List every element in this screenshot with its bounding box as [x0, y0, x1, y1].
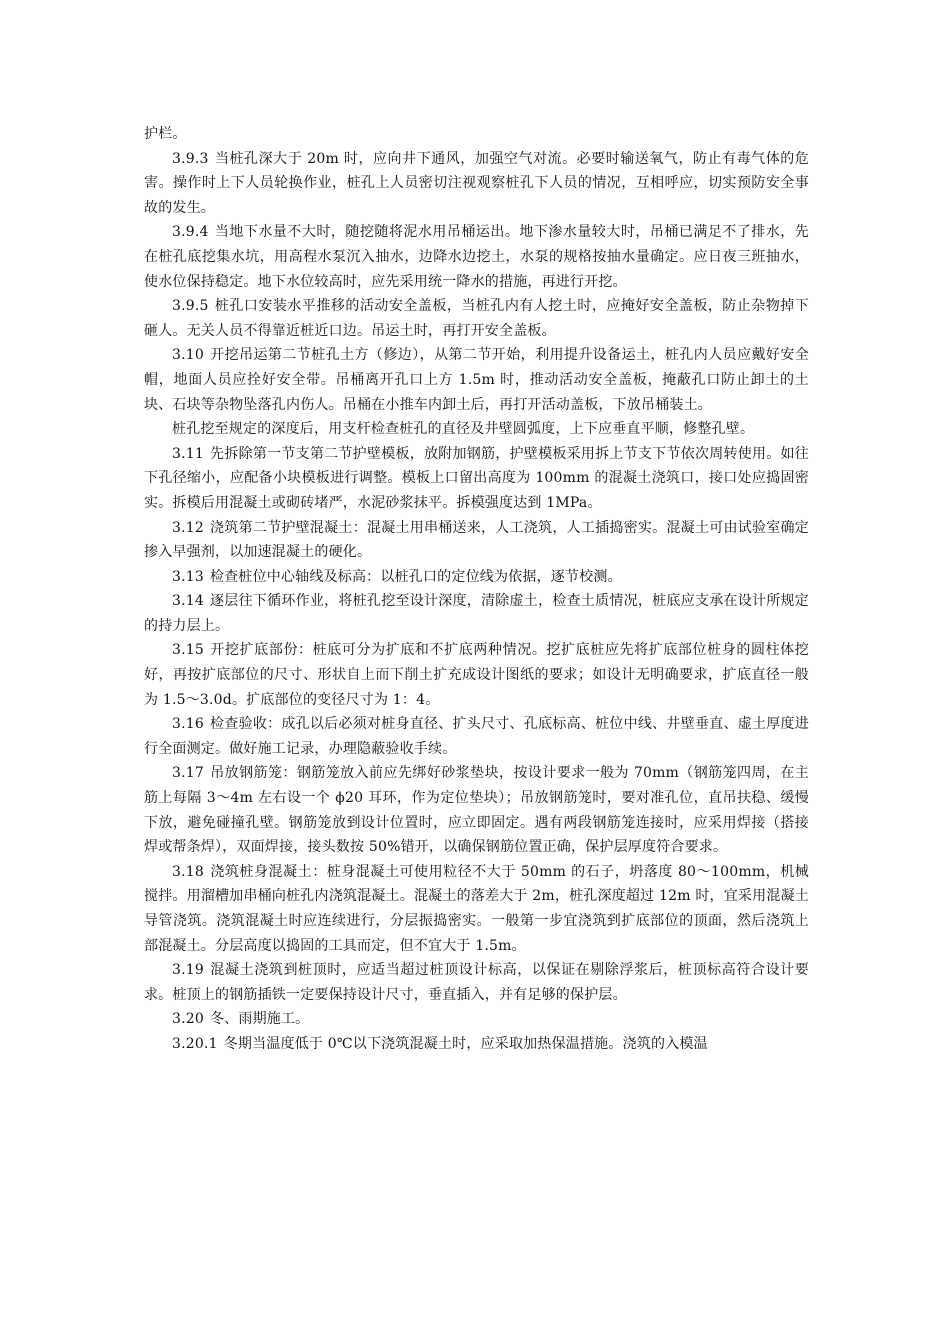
paragraph-3-13: [144, 565, 809, 590]
section-number: 3.19: [172, 962, 204, 979]
paragraph-3-17: [144, 761, 809, 859]
paragraph-text: 逐层往下循环作业，将桩孔挖至设计深度，清除虚土，检查土质情况，桩底应支承在设计所规定的持力层上。: [144, 593, 809, 634]
paragraph-text: 浇筑桩身混凝土：桩身混凝土可使用粒径不大于 50mm 的石子，坍落度 80～100mm，机械搅拌。用溜槽加串桶向桩孔内浇筑混凝土。混凝土的落差大于 2m，桩孔深度超过 12m 时，宜采用混凝土导管浇筑。浇筑混凝土时应连续进行，分层振捣密实。一般第一步宜浇筑到扩底部位的顶面，然后浇筑上部混凝土。分层高度以捣固的工具而定，但不宜大于 1.5m。: [144, 863, 809, 954]
paragraph-3-10: [144, 343, 809, 417]
paragraph-text: 护栏。: [144, 126, 187, 142]
paragraph-3-12: [144, 516, 809, 565]
paragraph-text: 当桩孔深大于 20m 时，应向井下通风，加强空气对流。必要时输送氧气，防止有毒气体的危害。操作时上下人员轮换作业，桩孔上人员密切注视观察桩孔下人员的情况，互相呼应，切实预防安全事故的发生。: [144, 150, 809, 216]
paragraph-3-9-3: [144, 147, 809, 221]
paragraph-text: 开挖吊运第二节桩孔土方（修边），从第二节开始，利用提升设备运土，桩孔内人员应戴好安全帽，地面人员应拴好安全带。吊桶离开孔口上方 1.5m 时，推动活动安全盖板，掩蔽孔口防止卸土的土块、石块等杂物坠落孔内伤人。吊桶在小推车内卸土后，再打开活动盖板，下放吊桶装土。: [144, 347, 809, 413]
section-number: 3.10: [172, 347, 204, 364]
paragraph-text: 开挖扩底部份：桩底可分为扩底和不扩底两种情况。挖扩底桩应先将扩底部位桩身的圆柱体挖好，再按扩底部位的尺寸、形状自上而下削土扩充成设计图纸的要求；如设计无明确要求，扩底直径一般为 1.5～3.0d。扩底部位的变径尺寸为 1：4。: [144, 642, 809, 708]
paragraph-text: 冬、雨期施工。: [209, 1011, 310, 1028]
section-number: 3.14: [172, 593, 204, 610]
paragraph-text: 桩孔口安装水平推移的活动安全盖板，当桩孔内有人挖土时，应掩好安全盖板，防止杂物掉下砸人。无关人员不得靠近桩近口边。吊运土时，再打开安全盖板。: [144, 298, 809, 339]
paragraph-3-18: [144, 860, 809, 958]
section-number: 3.9.5: [172, 298, 209, 315]
section-number: 3.20.1: [172, 1035, 218, 1052]
paragraph-3-11: [144, 442, 809, 516]
paragraph-text: 冬期当温度低于 0℃以下浇筑混凝土时，应采取加热保温措施。浇筑的入模温: [223, 1035, 708, 1052]
section-number: 3.20: [172, 1011, 204, 1028]
paragraph-3-9-5: [144, 294, 809, 343]
document-body: [144, 122, 809, 1057]
paragraph-3-15: [144, 638, 809, 712]
section-number: 3.12: [172, 519, 204, 536]
paragraph-3-20: [144, 1007, 809, 1032]
paragraph-text: 浇筑第二节护壁混凝土：混凝土用串桶送来，人工浇筑，人工插捣密实。混凝土可由试验室确定掺入早强剂，以加速混凝土的硬化。: [144, 519, 809, 561]
paragraph-text: 当地下水量不大时，随挖随将泥水用吊桶运出。地下渗水量较大时，吊桶已满足不了排水，先在桩孔底挖集水坑，用高程水泵沉入抽水，边降水边挖土，水泵的规格按抽水量确定。应日夜三班抽水，使水位保持稳定。地下水位较高时，应先采用统一降水的措施，再进行开挖。: [144, 224, 809, 290]
paragraph-text: 先拆除第一节支第二节护壁模板，放附加钢筋，护壁模板采用拆上节支下节依次周转使用。如往下孔径缩小，应配备小块模板进行调整。模板上口留出高度为 100mm 的混凝土浇筑口，接口处应捣固密实。拆模后用混凝土或砌砖堵严，水泥砂浆抹平。拆模强度达到 1MPa。: [144, 445, 809, 511]
paragraph-text: 检查桩位中心轴线及标高：以桩孔口的定位线为依据，逐节校测。: [209, 568, 622, 585]
paragraph-3-19: [144, 958, 809, 1007]
paragraph-text: 吊放钢筋笼：钢筋笼放入前应先绑好砂浆垫块，按设计要求一般为 70mm（钢筋笼四周，在主筋上每隔 3～4m 左右设一个 ϕ20 耳环，作为定位垫块）；吊放钢筋笼时，要对准孔位，直吊扶稳、缓慢下放，避免碰撞孔壁。钢筋笼放到设计位置时，应立即固定。遇有两段钢筋笼连接时，应采用焊接（搭接焊或帮条焊），双面焊接，接头数按 50%错开，以确保钢筋位置正确，保护层厚度符合要求。: [144, 765, 809, 856]
section-number: 3.11: [172, 445, 204, 462]
section-number: 3.18: [172, 863, 204, 880]
paragraph-text: 混凝土浇筑到桩顶时，应适当超过桩顶设计标高，以保证在剔除浮浆后，桩顶标高符合设计要求。桩顶上的钢筋插铁一定要保持设计尺寸，垂直插入，并有足够的保护层。: [144, 962, 809, 1003]
paragraph-3-14: [144, 589, 809, 638]
section-number: 3.13: [172, 568, 204, 585]
paragraph-3-9-4: [144, 220, 809, 294]
section-number: 3.17: [172, 765, 204, 782]
paragraph-3-20-1: [144, 1032, 809, 1057]
paragraph-guardrail-end: [144, 122, 809, 147]
paragraph-text: 检查验收：成孔以后必须对桩身直径、扩头尺寸、孔底标高、桩位中线、井壁垂直、虚土厚度进行全面测定。做好施工记录，办理隐蔽验收手续。: [144, 716, 809, 757]
section-number: 3.9.4: [172, 224, 209, 241]
section-number: 3.16: [172, 716, 204, 733]
paragraph-text: 桩孔挖至规定的深度后，用支杆检查桩孔的直径及井壁圆弧度，上下应垂直平顺，修整孔壁。: [172, 421, 755, 438]
section-number: 3.9.3: [172, 150, 209, 167]
paragraph-3-10-continued: [144, 417, 809, 442]
paragraph-3-16: [144, 712, 809, 761]
section-number: 3.15: [172, 642, 204, 659]
